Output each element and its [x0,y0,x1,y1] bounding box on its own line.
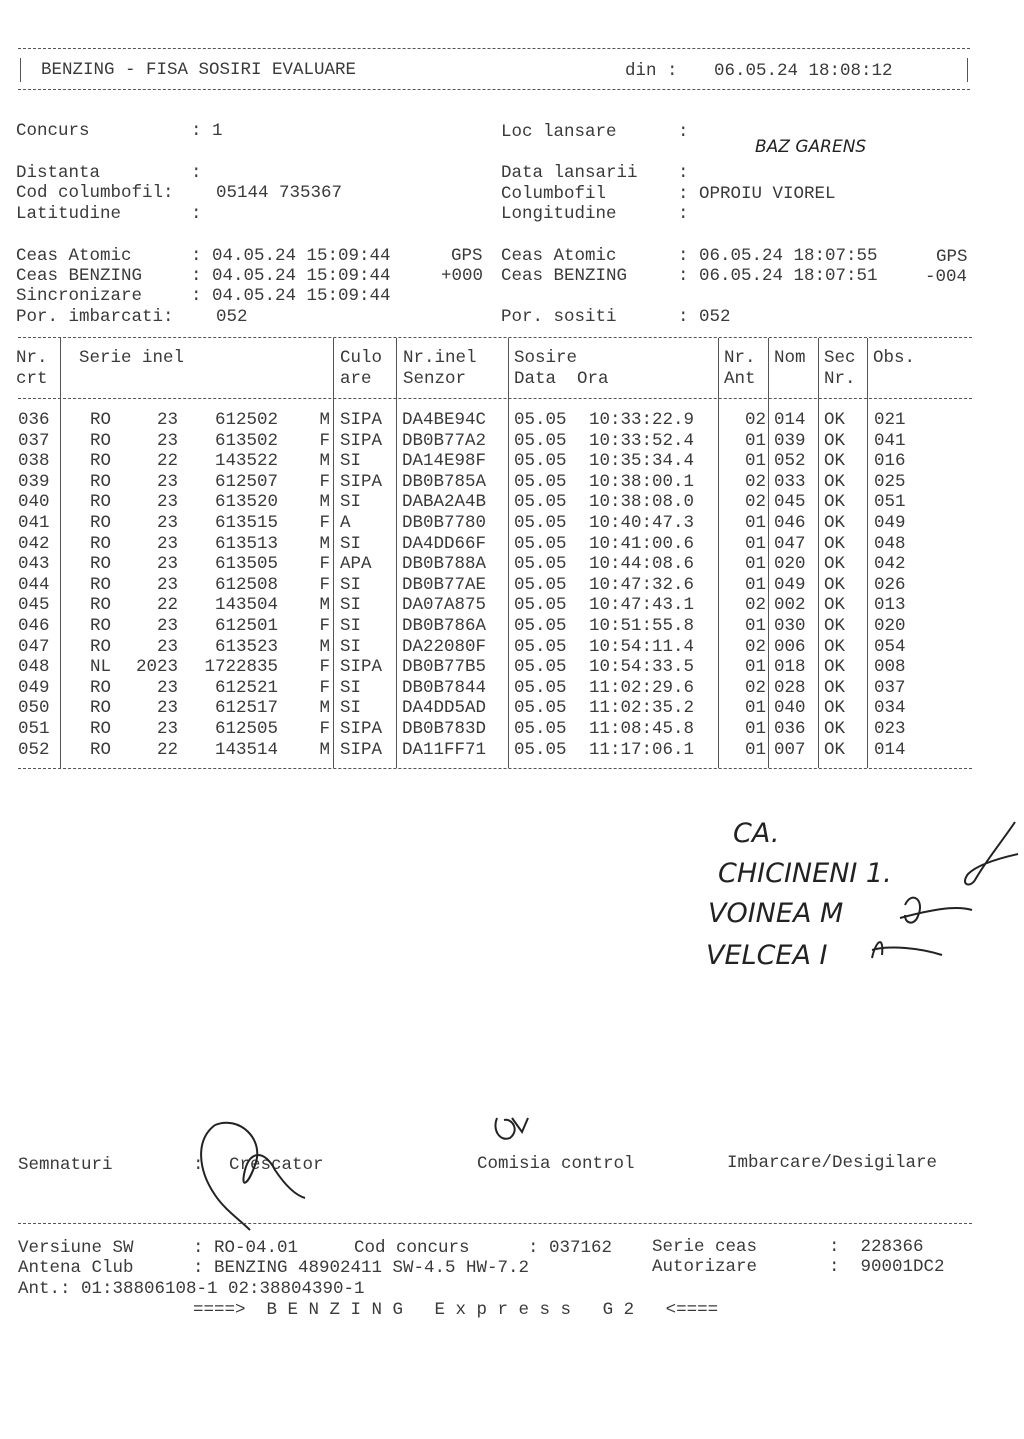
cell-sec: OK [824,616,846,636]
cell-obs: 054 [874,636,906,657]
cell-date: 05.05 [514,451,567,472]
cell-sensor: DA11FF71 [402,739,487,760]
header-obs: Obs. [873,348,916,368]
cell-nom: 014 [774,410,806,430]
cell-country: RO [90,533,112,554]
cell-year: 22 [156,451,178,472]
cell-ring-number: 612502 [214,410,278,430]
imbarcare-desigilare-label: Imbarcare/Desigilare [727,1153,938,1173]
cell-nr-ant: 02 [744,471,766,492]
ceas-benzing-start-label: Ceas BENZING [16,266,143,286]
ceas-benzing-end-value: : 06.05.24 18:07:51 [678,266,878,286]
cell-nr: 050 [18,698,50,719]
cell-sensor: DA4DD66F [402,533,487,554]
cell-time: 10:38:08.0 [589,492,695,513]
cell-year: 23 [156,698,178,719]
header-sec-2: Nr. [824,369,856,389]
cell-sec: OK [824,677,846,698]
cell-year: 22 [156,739,178,760]
date-label: din : [625,61,678,81]
cell-nr: 037 [18,430,50,451]
cell-country: RO [90,410,112,430]
cell-color: SI [340,595,362,616]
serie-ceas-value: : 228366 [829,1237,924,1257]
versiune-sw-value: : RO-04.01 [193,1238,299,1258]
cell-obs: 021 [874,410,906,430]
cell-color: SIPA [340,410,383,430]
cell-time: 10:47:43.1 [589,595,695,616]
longitudine-colon: : [678,204,689,224]
cell-ring-number: 143504 [214,595,278,616]
header-nr-ant-2: Ant [724,369,756,389]
cell-country: RO [90,451,112,472]
cell-sensor: DABA2A4B [402,492,487,513]
cell-sec: OK [824,554,846,575]
cell-nr-ant: 02 [744,677,766,698]
header-crt: crt [16,369,48,389]
handwritten-note-line: VOINEA M [708,898,844,929]
cell-obs: 042 [874,554,906,575]
cell-nr-ant: 01 [744,616,766,636]
header-nr-ant-1: Nr. [724,348,756,368]
por-sositi-value: : 052 [678,307,731,327]
ceas-benzing-start-value: : 04.05.24 15:09:44 [191,266,391,286]
concurs-value: : 1 [191,121,223,141]
cell-color: SIPA [340,719,383,739]
autorizare-value: : 90001DC2 [829,1257,945,1277]
header-serie-inel: Serie inel [79,348,185,368]
antenna-ids: Ant.: 01:38806108-1 02:38804390-1 [18,1279,365,1299]
cell-sex: M [319,533,330,554]
antena-club-label: Antena Club [18,1258,134,1278]
cell-color: SI [340,698,362,719]
cell-sensor: DA4DD5AD [402,698,487,719]
cell-year: 23 [156,533,178,554]
cell-color: APA [340,554,372,575]
cell-nr-ant: 01 [744,430,766,451]
cell-sensor: DB0B7844 [402,677,487,698]
cell-nr: 039 [18,471,50,492]
cell-date: 05.05 [514,739,567,760]
cell-sensor: DA07A875 [402,595,487,616]
benzing-express-banner: ====> B E N Z I N G E x p r e s s G 2 <==== [193,1300,719,1320]
header-nom: Nom [774,348,806,368]
cell-nr: 049 [18,677,50,698]
cell-nr-ant: 02 [744,492,766,513]
footer-rule [18,1223,972,1224]
cell-ring-number: 612505 [214,719,278,739]
cell-nr-ant: 01 [744,533,766,554]
cell-sensor: DA22080F [402,636,487,657]
cell-obs: 051 [874,492,906,513]
cell-nr: 046 [18,616,50,636]
cell-year: 23 [156,719,178,739]
cell-ring-number: 143522 [214,451,278,472]
ceas-benzing-end-label: Ceas BENZING [501,266,628,286]
cell-nr: 048 [18,657,50,678]
cell-obs: 013 [874,595,906,616]
ceas-atomic-end-suffix: GPS [936,247,968,267]
cell-nom: 039 [774,430,806,451]
document-title: BENZING - FISA SOSIRI EVALUARE [41,60,357,80]
cell-date: 05.05 [514,492,567,513]
cell-date: 05.05 [514,554,567,575]
ceas-atomic-end-label: Ceas Atomic [501,246,617,266]
ceas-benzing-end-suffix: -004 [925,267,968,287]
cell-country: RO [90,677,112,698]
cell-sec: OK [824,698,846,719]
cell-sensor: DB0B77AE [402,574,487,595]
cell-ring-number: 612517 [214,698,278,719]
cell-nr: 043 [18,554,50,575]
cell-nr-ant: 02 [744,595,766,616]
cell-nr-ant: 02 [744,636,766,657]
cell-nr-ant: 01 [744,513,766,533]
cell-nr: 052 [18,739,50,760]
cell-year: 23 [156,410,178,430]
cell-time: 10:33:22.9 [589,410,695,430]
cell-sensor: DA4BE94C [402,410,487,430]
por-imbarcati-label: Por. imbarcati: [16,307,174,327]
cell-sex: M [319,739,330,760]
cell-obs: 023 [874,719,906,739]
cell-date: 05.05 [514,410,567,430]
cell-sec: OK [824,533,846,554]
autorizare-label: Autorizare [652,1257,758,1277]
handwritten-note-line: CHICINENI 1. [718,858,892,889]
concurs-label: Concurs [16,121,90,141]
cell-nr-ant: 01 [744,554,766,575]
cell-nom: 030 [774,616,806,636]
header-data-ora: Data Ora [514,369,609,389]
cell-nr-ant: 01 [744,657,766,678]
sincronizare-label: Sincronizare [16,286,143,306]
cell-time: 10:41:00.6 [589,533,695,554]
header-culoare-2: are [340,369,372,389]
cell-date: 05.05 [514,657,567,678]
cell-ring-number: 613523 [214,636,278,657]
cell-sec: OK [824,410,846,430]
cell-sex: F [319,513,330,533]
cell-nom: 049 [774,574,806,595]
cell-sec: OK [824,451,846,472]
print-date: 06.05.24 18:08:12 [714,61,893,81]
cell-sensor: DB0B77B5 [402,657,487,678]
cell-sex: F [319,554,330,575]
cell-sex: M [319,636,330,657]
cell-country: RO [90,698,112,719]
cell-sex: F [319,574,330,595]
cell-sec: OK [824,492,846,513]
cell-nr-ant: 01 [744,719,766,739]
cell-time: 10:44:08.6 [589,554,695,575]
serie-ceas-label: Serie ceas [652,1237,758,1257]
cell-sex: M [319,451,330,472]
handwritten-release-location: BAZ GARENS [755,137,867,157]
header-sosire: Sosire [514,348,578,368]
cell-country: RO [90,719,112,739]
cell-country: RO [90,574,112,595]
cell-sex: F [319,677,330,698]
cell-sensor: DB0B783D [402,719,487,739]
cell-color: SI [340,451,362,472]
cell-nom: 006 [774,636,806,657]
ceas-atomic-start-suffix: GPS [451,246,483,266]
cell-obs: 020 [874,616,906,636]
loc-lansare-colon: : [678,122,689,142]
cell-color: SIPA [340,471,383,492]
cell-sensor: DB0B788A [402,554,487,575]
cell-time: 10:47:32.6 [589,574,695,595]
longitudine-label: Longitudine [501,204,617,224]
cell-country: RO [90,430,112,451]
cell-date: 05.05 [514,698,567,719]
cell-sec: OK [824,739,846,760]
cell-color: A [340,513,351,533]
cell-sec: OK [824,430,846,451]
cell-date: 05.05 [514,636,567,657]
antena-club-value: : BENZING 48902411 SW-4.5 HW-7.2 [193,1258,530,1278]
cell-nom: 007 [774,739,806,760]
columbofil-label: Columbofil [501,184,607,204]
cell-time: 10:54:33.5 [589,657,695,678]
cell-nom: 033 [774,471,806,492]
cell-nr: 047 [18,636,50,657]
data-lansarii-label: Data lansarii [501,163,638,183]
cell-sec: OK [824,574,846,595]
cell-time: 10:33:52.4 [589,430,695,451]
comisia-control-label: Comisia control [477,1154,635,1174]
cell-sensor: DA14E98F [402,451,487,472]
cell-color: SI [340,492,362,513]
cell-year: 23 [156,616,178,636]
header-nr-inel: Nr.inel [403,348,477,368]
cell-time: 11:17:06.1 [589,739,695,760]
cell-ring-number: 612507 [214,471,278,492]
cod-concurs-value: : 037162 [528,1238,613,1258]
cell-sex: F [319,616,330,636]
cell-sex: F [319,471,330,492]
cell-sex: M [319,410,330,430]
cell-time: 11:02:29.6 [589,677,695,698]
cell-nr: 036 [18,410,50,430]
cell-nr: 040 [18,492,50,513]
latitudine-label: Latitudine [16,204,122,224]
cell-sex: F [319,719,330,739]
cell-sec: OK [824,636,846,657]
cod-columbofil-label: Cod columbofil: [16,183,174,203]
cell-time: 10:38:00.1 [589,471,695,492]
cell-obs: 048 [874,533,906,554]
cell-sex: F [319,657,330,678]
cell-sec: OK [824,657,846,678]
cell-date: 05.05 [514,677,567,698]
cell-time: 10:35:34.4 [589,451,695,472]
columbofil-value: : OPROIU VIOREL [678,184,836,204]
cell-country: RO [90,739,112,760]
semnaturi-colon: : [193,1155,204,1175]
distanta-colon: : [191,163,202,183]
cell-time: 10:40:47.3 [589,513,695,533]
cell-country: RO [90,636,112,657]
sincronizare-value: : 04.05.24 15:09:44 [191,286,391,306]
handwritten-note-line: CA. [733,818,780,849]
cell-country: RO [90,513,112,533]
cell-time: 11:08:45.8 [589,719,695,739]
cell-date: 05.05 [514,533,567,554]
cell-year: 2023 [135,657,178,678]
cell-year: 23 [156,574,178,595]
cell-obs: 034 [874,698,906,719]
cell-nom: 028 [774,677,806,698]
cell-year: 23 [156,471,178,492]
cell-nr: 045 [18,595,50,616]
cell-date: 05.05 [514,574,567,595]
cell-sec: OK [824,595,846,616]
cell-country: NL [90,657,112,678]
cell-nr-ant: 01 [744,574,766,595]
cell-country: RO [90,554,112,575]
cell-nom: 040 [774,698,806,719]
cell-year: 23 [156,554,178,575]
cell-year: 23 [156,513,178,533]
cell-ring-number: 143514 [214,739,278,760]
cell-country: RO [90,616,112,636]
crescator-label: Crescator [229,1155,324,1175]
cell-sex: M [319,492,330,513]
cell-nom: 002 [774,595,806,616]
cell-obs: 016 [874,451,906,472]
por-sositi-label: Por. sositi [501,307,617,327]
header-senzor: Senzor [403,369,467,389]
cell-date: 05.05 [514,616,567,636]
cell-obs: 037 [874,677,906,698]
cell-nom: 036 [774,719,806,739]
cell-obs: 025 [874,471,906,492]
cell-date: 05.05 [514,513,567,533]
cell-nr: 042 [18,533,50,554]
por-imbarcati-value: 052 [216,307,248,327]
distanta-label: Distanta [16,163,101,183]
cell-year: 23 [156,492,178,513]
cell-time: 11:02:35.2 [589,698,695,719]
cell-nr-ant: 02 [744,410,766,430]
cell-color: SIPA [340,657,383,678]
cell-sensor: DB0B77A2 [402,430,487,451]
cell-year: 23 [156,636,178,657]
cell-year: 22 [156,595,178,616]
cell-ring-number: 613505 [214,554,278,575]
cell-color: SI [340,574,362,595]
cell-obs: 041 [874,430,906,451]
cell-sec: OK [824,513,846,533]
data-lansarii-colon: : [678,163,689,183]
cell-nom: 046 [774,513,806,533]
cell-color: SI [340,636,362,657]
cell-nr: 044 [18,574,50,595]
ceas-atomic-end-value: : 06.05.24 18:07:55 [678,246,878,266]
versiune-sw-label: Versiune SW [18,1238,134,1258]
cell-country: RO [90,492,112,513]
cell-nom: 052 [774,451,806,472]
cell-nr: 038 [18,451,50,472]
cell-color: SI [340,677,362,698]
cell-color: SI [340,616,362,636]
cell-sex: F [319,430,330,451]
cell-nom: 018 [774,657,806,678]
latitudine-colon: : [191,204,202,224]
cell-color: SIPA [340,430,383,451]
cell-nom: 045 [774,492,806,513]
header-sec-1: Sec [824,348,856,368]
cell-nr-ant: 01 [744,698,766,719]
cell-ring-number: 613513 [214,533,278,554]
cell-ring-number: 612508 [214,574,278,595]
cell-nr: 041 [18,513,50,533]
cell-date: 05.05 [514,430,567,451]
cell-year: 23 [156,430,178,451]
cell-country: RO [90,471,112,492]
cell-sec: OK [824,471,846,492]
cell-ring-number: 1722835 [204,657,278,678]
cell-time: 10:54:11.4 [589,636,695,657]
cell-ring-number: 613520 [214,492,278,513]
cell-year: 23 [156,677,178,698]
cell-time: 10:51:55.8 [589,616,695,636]
cell-sensor: DB0B7780 [402,513,487,533]
cell-ring-number: 612501 [214,616,278,636]
ceas-atomic-start-label: Ceas Atomic [16,246,132,266]
cell-obs: 026 [874,574,906,595]
cell-nom: 020 [774,554,806,575]
cell-ring-number: 613515 [214,513,278,533]
cell-date: 05.05 [514,595,567,616]
cell-sensor: DB0B785A [402,471,487,492]
cell-obs: 014 [874,739,906,760]
ceas-atomic-start-value: : 04.05.24 15:09:44 [191,246,391,266]
cell-date: 05.05 [514,471,567,492]
cell-obs: 008 [874,657,906,678]
ceas-benzing-start-suffix: +000 [441,266,484,286]
cell-sex: M [319,698,330,719]
cell-ring-number: 613502 [214,430,278,451]
cell-ring-number: 612521 [214,677,278,698]
cell-color: SIPA [340,739,383,760]
cell-date: 05.05 [514,719,567,739]
header-culoare-1: Culo [340,348,383,368]
cell-nr-ant: 01 [744,739,766,760]
cell-sec: OK [824,719,846,739]
cod-concurs-label: Cod concurs [354,1238,470,1258]
cell-obs: 049 [874,513,906,533]
cell-country: RO [90,595,112,616]
handwritten-note-line: VELCEA I [706,940,828,971]
cell-color: SI [340,533,362,554]
semnaturi-label: Semnaturi [18,1155,113,1175]
cod-columbofil-value: 05144 735367 [216,183,343,203]
cell-sensor: DB0B786A [402,616,487,636]
cell-sex: M [319,595,330,616]
header-nr: Nr. [16,348,48,368]
cell-nom: 047 [774,533,806,554]
cell-nr-ant: 01 [744,451,766,472]
loc-lansare-label: Loc lansare [501,122,617,142]
cell-nr: 051 [18,719,50,739]
